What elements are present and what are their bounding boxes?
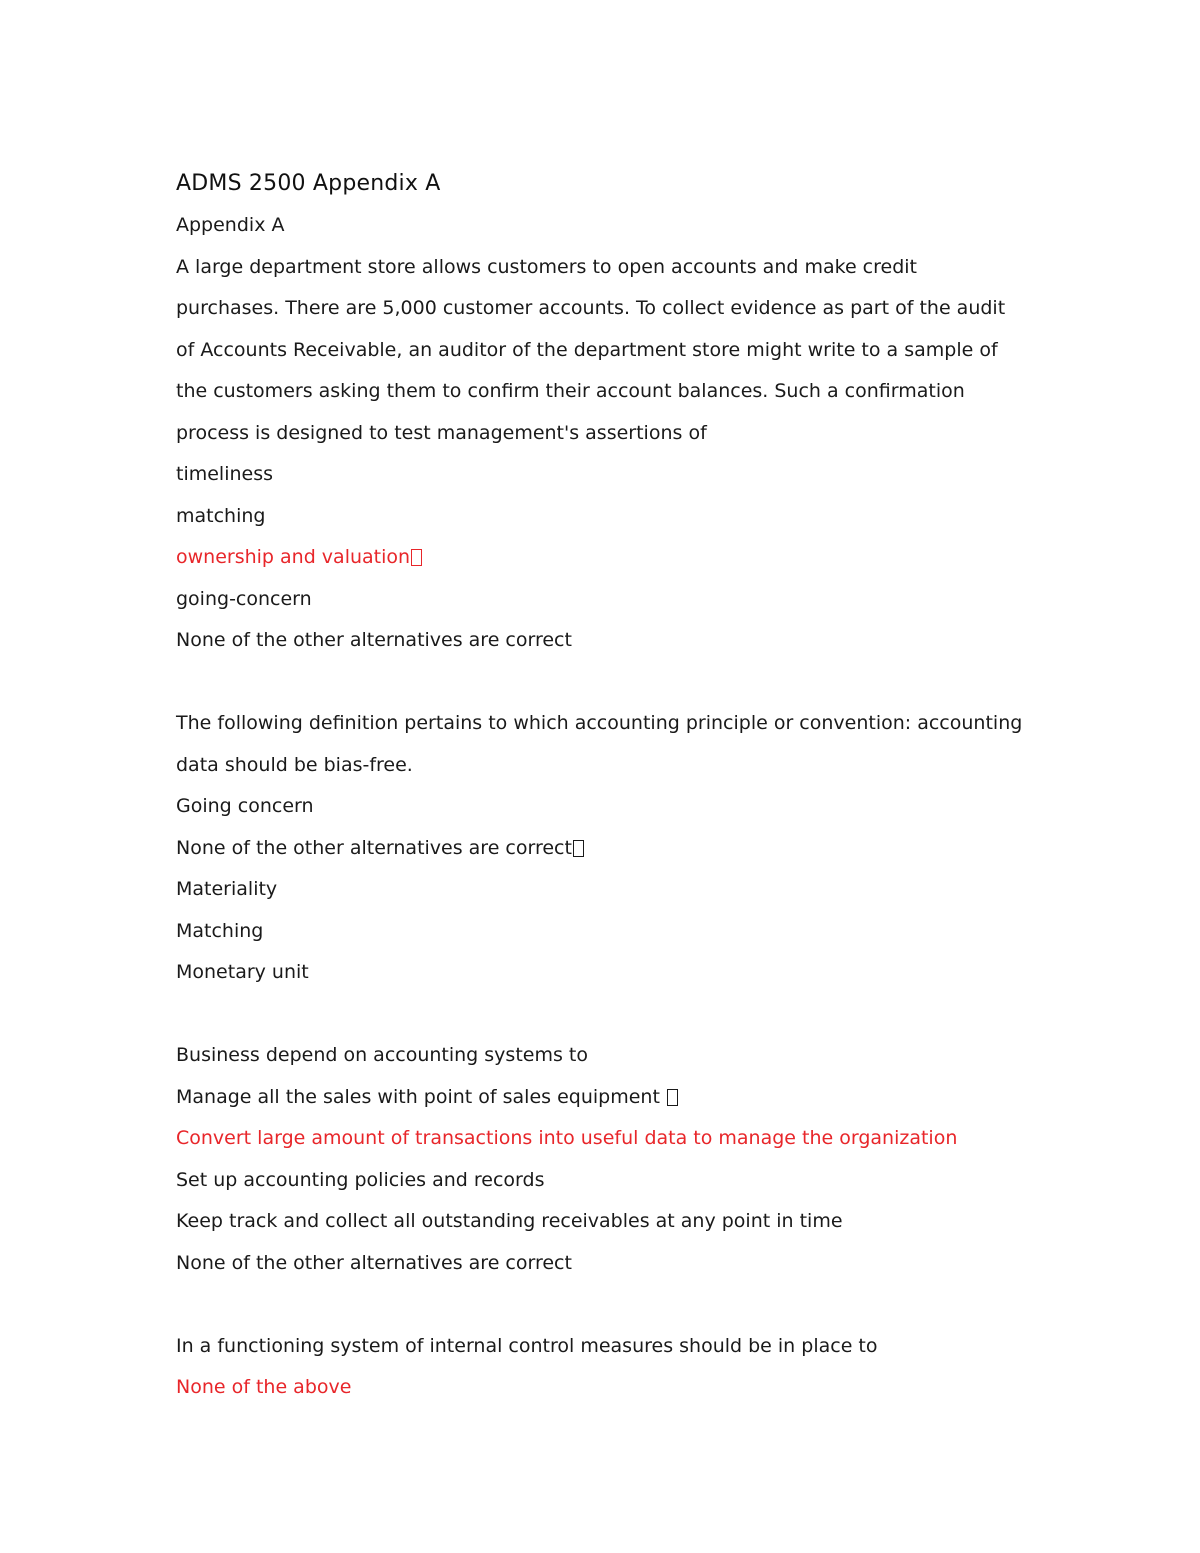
answer-option	[176, 1160, 1036, 1202]
answer-option-text: Set up accounting policies and records	[176, 1168, 545, 1191]
question-separator	[176, 994, 1036, 1036]
answer-option	[176, 579, 1036, 621]
answer-option-text: Materiality	[176, 878, 278, 900]
answer-option-text: Matching	[176, 919, 264, 942]
answer-option-text: Going concern	[176, 795, 314, 817]
answer-option-correct	[176, 1367, 1036, 1409]
document-page	[176, 165, 1036, 1409]
answer-option	[176, 828, 1036, 870]
answer-option	[176, 1201, 1036, 1243]
question-stem-line: purchases. There are 5,000 customer accounts. To collect evidence as part of the audit	[176, 297, 1006, 319]
question-stem-line: data should be bias-free.	[176, 753, 413, 776]
answer-option	[176, 620, 1036, 662]
answer-option-text: None of the other alternatives are correct	[176, 836, 572, 859]
answer-option-text: ownership and valuation	[176, 546, 411, 568]
answer-option-text: going-concern	[176, 587, 312, 610]
answer-option-text: Manage all the sales with point of sales equipment	[176, 1085, 666, 1108]
question-block	[176, 1035, 1036, 1284]
question-stem-line: process is designed to test management's assertions of	[176, 421, 707, 444]
question-stem-line: The following definition pertains to which accounting principle or convention: accounting	[176, 712, 1023, 734]
answer-option-text: Convert large amount of transactions into useful data to manage the organization	[176, 1127, 958, 1149]
answer-option	[176, 496, 1036, 538]
answer-option	[176, 786, 1036, 828]
question-stem-line: In a functioning system of internal control measures should be in place to	[176, 1334, 878, 1357]
missing-glyph-box-icon	[573, 840, 584, 857]
answer-option-text: None of the above	[176, 1376, 352, 1398]
document-title: ADMS 2500 Appendix A	[176, 171, 441, 196]
answer-option-correct	[176, 537, 1036, 579]
answer-option	[176, 454, 1036, 496]
question-block	[176, 1326, 1036, 1409]
answer-option-text: None of the other alternatives are correct	[176, 629, 572, 651]
question-stem-line: Appendix A	[176, 214, 285, 236]
answer-option	[176, 952, 1036, 994]
question-stem-line: the customers asking them to confirm their account balances. Such a confirmation	[176, 380, 965, 402]
question-block	[176, 703, 1036, 994]
missing-glyph-box-icon	[667, 1089, 678, 1106]
question-list	[176, 205, 1036, 1409]
question-separator	[176, 1284, 1036, 1326]
question-stem-line: Business depend on accounting systems to	[176, 1044, 588, 1066]
answer-option-correct	[176, 1118, 1036, 1160]
answer-option	[176, 911, 1036, 953]
answer-option-text: timeliness	[176, 463, 274, 485]
answer-option-text: None of the other alternatives are correct	[176, 1251, 572, 1274]
question-block	[176, 205, 1036, 662]
question-stem-line: A large department store allows customers to open accounts and make credit	[176, 255, 917, 278]
question-stem-line: of Accounts Receivable, an auditor of the department store might write to a sample of	[176, 338, 998, 361]
answer-option-text: Keep track and collect all outstanding receivables at any point in time	[176, 1210, 843, 1232]
answer-option	[176, 869, 1036, 911]
answer-option-text: Monetary unit	[176, 961, 309, 983]
answer-option	[176, 1077, 1036, 1119]
answer-option-text: matching	[176, 504, 266, 527]
question-separator	[176, 662, 1036, 704]
answer-option	[176, 1243, 1036, 1285]
missing-glyph-box-icon	[411, 549, 422, 566]
